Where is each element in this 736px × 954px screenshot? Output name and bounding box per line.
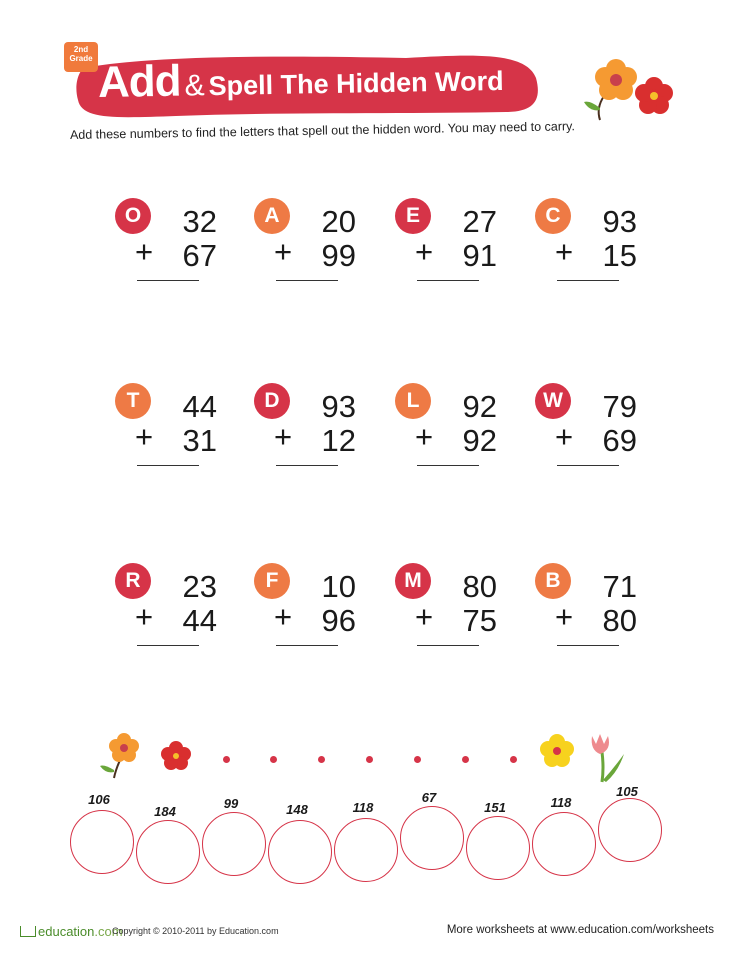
addend-top: 79 bbox=[602, 389, 637, 424]
letter-badge: O bbox=[115, 198, 151, 234]
answer-line[interactable] bbox=[557, 465, 619, 466]
answer-circle-sum: 99 bbox=[223, 796, 239, 811]
letter-badge: W bbox=[535, 383, 571, 419]
answer-circle[interactable] bbox=[202, 812, 266, 876]
logo-text: education bbox=[38, 924, 95, 939]
letter-badge: C bbox=[535, 198, 571, 234]
answer-circle[interactable] bbox=[400, 806, 464, 870]
plus-sign: + bbox=[135, 419, 154, 454]
answer-line[interactable] bbox=[137, 645, 199, 646]
addend-bottom: 31 bbox=[182, 423, 217, 458]
answer-line[interactable] bbox=[417, 465, 479, 466]
plus-sign: + bbox=[555, 419, 574, 454]
addition-problem bbox=[395, 383, 515, 463]
letter-badge: R bbox=[115, 563, 151, 599]
pink-tulip-icon bbox=[588, 730, 630, 784]
addend-top: 10 bbox=[321, 569, 356, 604]
addend-bottom: 15 bbox=[602, 238, 637, 273]
addition-problem bbox=[535, 563, 655, 643]
grade-badge bbox=[64, 42, 98, 72]
plus-sign: + bbox=[555, 599, 574, 634]
grade-label: Grade bbox=[69, 54, 93, 63]
answer-circle-sum: 148 bbox=[286, 802, 308, 817]
more-worksheets-link[interactable]: More worksheets at www.education.com/worksheets bbox=[446, 924, 714, 936]
divider-dot bbox=[366, 756, 373, 763]
logo-book-icon bbox=[20, 926, 36, 937]
addition-problem bbox=[535, 198, 655, 278]
letter-badge: T bbox=[115, 383, 151, 419]
addend-top: 92 bbox=[462, 389, 497, 424]
grade-number: 2nd bbox=[73, 45, 89, 54]
addition-problem bbox=[254, 563, 374, 643]
education-logo bbox=[20, 924, 123, 939]
red-flower-icon bbox=[158, 738, 194, 774]
plus-sign: + bbox=[274, 599, 293, 634]
letter-badge: L bbox=[395, 383, 431, 419]
addend-bottom: 75 bbox=[462, 603, 497, 638]
answer-line[interactable] bbox=[276, 465, 338, 466]
letter-badge: E bbox=[395, 198, 431, 234]
addend-top: 20 bbox=[321, 204, 356, 239]
addend-top: 71 bbox=[602, 569, 637, 604]
divider-dot bbox=[318, 756, 325, 763]
addition-problem bbox=[395, 563, 515, 643]
plus-sign: + bbox=[415, 599, 434, 634]
logo-com: .com bbox=[94, 924, 123, 939]
letter-badge: D bbox=[254, 383, 290, 419]
copyright: Copyright © 2010-2011 by Education.com bbox=[112, 926, 279, 936]
header-flowers-icon bbox=[582, 56, 678, 122]
addition-problem bbox=[395, 198, 515, 278]
divider-dot bbox=[510, 756, 517, 763]
answer-line[interactable] bbox=[137, 280, 199, 281]
letter-badge: A bbox=[254, 198, 290, 234]
addend-top: 93 bbox=[321, 389, 356, 424]
addend-bottom: 44 bbox=[182, 603, 217, 638]
answer-line[interactable] bbox=[137, 465, 199, 466]
divider-dot bbox=[414, 756, 421, 763]
title-add: Add bbox=[97, 56, 181, 107]
yellow-flower-icon bbox=[538, 732, 576, 770]
divider-dot bbox=[223, 756, 230, 763]
addition-problem bbox=[115, 383, 235, 463]
plus-sign: + bbox=[135, 234, 154, 269]
page-title bbox=[98, 51, 504, 108]
plus-sign: + bbox=[415, 234, 434, 269]
addition-problem bbox=[535, 383, 655, 463]
answer-circle-sum: 184 bbox=[154, 804, 176, 819]
addend-bottom: 12 bbox=[321, 423, 356, 458]
answer-circle[interactable] bbox=[136, 820, 200, 884]
answer-circle-sum: 118 bbox=[550, 795, 572, 810]
answer-circle-sum: 105 bbox=[616, 784, 638, 799]
orange-flower-icon bbox=[98, 730, 144, 780]
title-rest: Spell The Hidden Word bbox=[208, 65, 504, 102]
addition-problem bbox=[115, 198, 235, 278]
answer-circle[interactable] bbox=[334, 818, 398, 882]
addition-problem bbox=[254, 383, 374, 463]
addition-problem bbox=[115, 563, 235, 643]
addend-bottom: 91 bbox=[462, 238, 497, 273]
answer-circle[interactable] bbox=[532, 812, 596, 876]
letter-badge: B bbox=[535, 563, 571, 599]
answer-circle-sum: 106 bbox=[88, 792, 110, 807]
answer-circle-sum: 151 bbox=[484, 800, 506, 815]
addend-top: 44 bbox=[182, 389, 217, 424]
plus-sign: + bbox=[135, 599, 154, 634]
addend-bottom: 80 bbox=[602, 603, 637, 638]
addend-top: 93 bbox=[602, 204, 637, 239]
answer-circle[interactable] bbox=[466, 816, 530, 880]
answer-circle[interactable] bbox=[268, 820, 332, 884]
answer-circle-sum: 67 bbox=[421, 790, 437, 805]
answer-line[interactable] bbox=[557, 645, 619, 646]
addend-bottom: 92 bbox=[462, 423, 497, 458]
instructions: Add these numbers to find the letters that spell out the hidden word. You may need to carry. bbox=[69, 119, 575, 142]
addend-top: 32 bbox=[182, 204, 217, 239]
plus-sign: + bbox=[555, 234, 574, 269]
plus-sign: + bbox=[274, 419, 293, 454]
letter-badge: M bbox=[395, 563, 431, 599]
answer-circle[interactable] bbox=[598, 798, 662, 862]
answer-line[interactable] bbox=[417, 280, 479, 281]
addition-problem bbox=[254, 198, 374, 278]
addend-bottom: 67 bbox=[182, 238, 217, 273]
plus-sign: + bbox=[415, 419, 434, 454]
divider-dot bbox=[462, 756, 469, 763]
addend-bottom: 99 bbox=[321, 238, 356, 273]
addend-top: 80 bbox=[462, 569, 497, 604]
addend-top: 27 bbox=[462, 204, 497, 239]
answer-line[interactable] bbox=[417, 645, 479, 646]
letter-badge: F bbox=[254, 563, 290, 599]
addend-bottom: 96 bbox=[321, 603, 356, 638]
answer-line[interactable] bbox=[557, 280, 619, 281]
answer-circle[interactable] bbox=[70, 810, 134, 874]
answer-circle-sum: 118 bbox=[352, 800, 374, 815]
divider-dot bbox=[270, 756, 277, 763]
answer-line[interactable] bbox=[276, 280, 338, 281]
addend-bottom: 69 bbox=[602, 423, 637, 458]
title-ampersand: & bbox=[184, 69, 205, 103]
answer-line[interactable] bbox=[276, 645, 338, 646]
addend-top: 23 bbox=[182, 569, 217, 604]
plus-sign: + bbox=[274, 234, 293, 269]
